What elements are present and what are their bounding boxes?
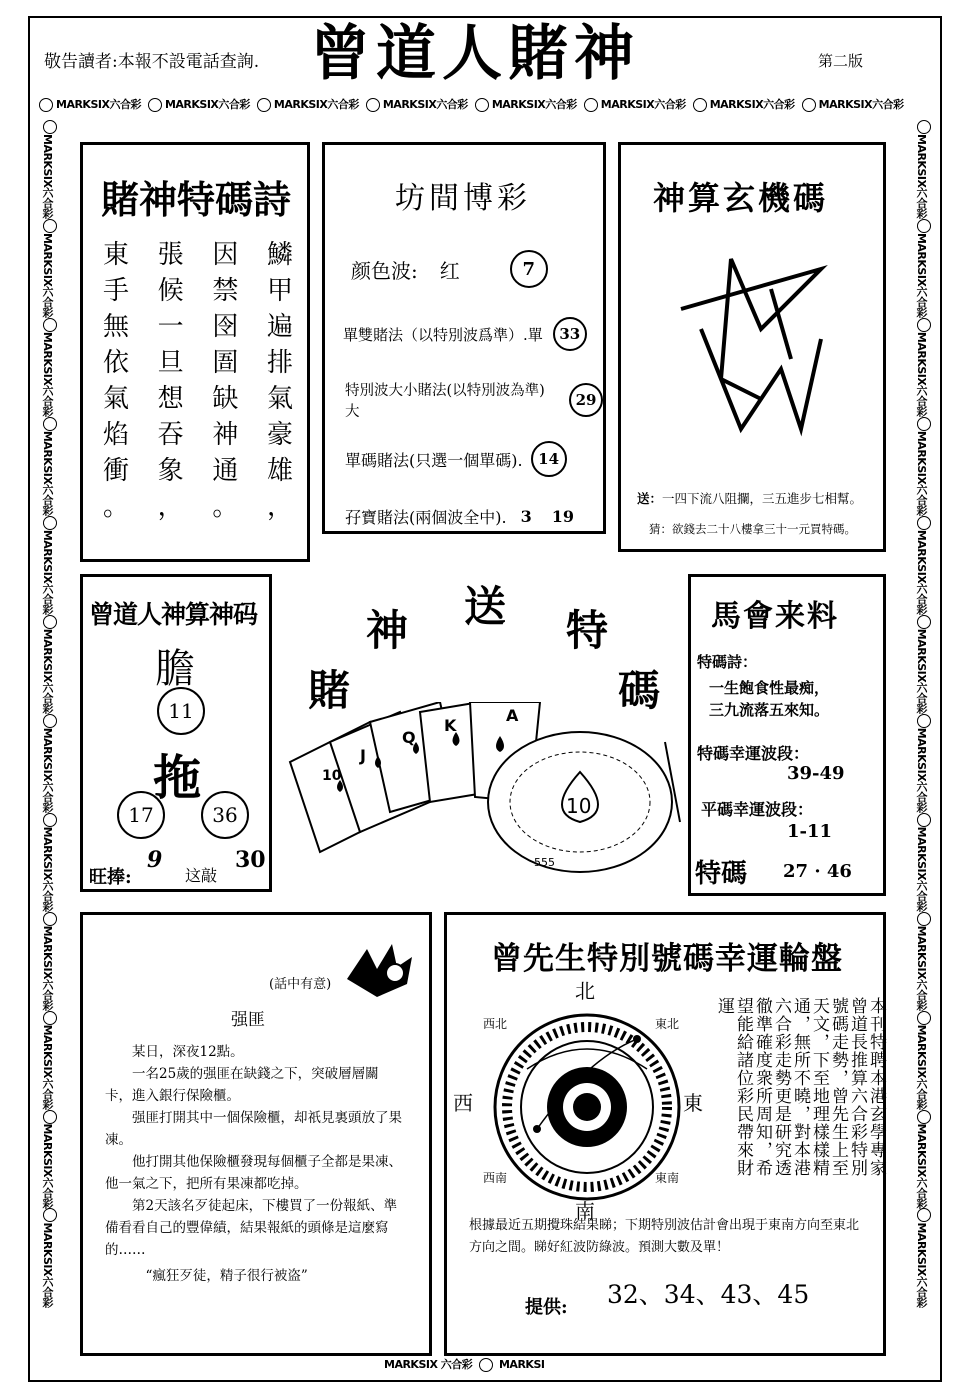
flower-icon [693, 98, 707, 112]
strip-unit-en: MARKSIX [600, 98, 655, 111]
strip-unit-en: MARKSIX [915, 529, 928, 584]
flower-icon [43, 813, 57, 827]
poem-char: 因 [212, 240, 239, 270]
fangjian-box [322, 142, 606, 534]
strip-unit-cn: 六合彩 [41, 1176, 54, 1209]
flower-icon [584, 98, 598, 112]
double-bet-number-b: 19 [551, 507, 574, 526]
poem-char: 禁 [212, 276, 239, 306]
single-code-number: 14 [531, 441, 567, 477]
poem-char: 甲 [266, 276, 293, 306]
fangjian-title: 坊間博彩 [395, 181, 531, 216]
strip-unit-cn: 六合彩 [41, 1275, 54, 1308]
story-box [80, 912, 432, 1356]
center-char-send: 送 [464, 582, 507, 631]
center-char-god: 神 [366, 606, 409, 655]
strip-unit-cn: 六合彩 [41, 286, 54, 318]
strip-unit-en: MARKSIX [41, 1123, 54, 1177]
chip-bottom-text: 555 [534, 856, 555, 869]
shensuan-send-label: 送： [637, 491, 663, 506]
strip-unit-en: MARKSIX [915, 925, 928, 980]
strip-unit-en: MARKSIX [41, 826, 54, 881]
poem-char: 氣 [266, 384, 293, 414]
poem-char: 神 [212, 420, 239, 450]
strip-unit-cn: 六合彩 [654, 98, 686, 111]
poem-char: 手 [103, 276, 130, 306]
story-body [105, 1041, 405, 1287]
dan-number: 11 [157, 687, 205, 735]
marksix-strip-right [910, 120, 934, 1360]
mahui-flat-value: 1-11 [787, 821, 833, 842]
poem-char: 想 [157, 384, 184, 414]
poem-char: 無 [103, 312, 130, 342]
shenma-title: 曾道人神算神码 [89, 600, 258, 629]
flower-icon [917, 417, 931, 431]
poem-char: 氣 [103, 384, 130, 414]
story-paragraph: 某日，深夜12點。 [132, 1044, 244, 1060]
strip-unit-cn: 六合彩 [915, 583, 928, 615]
flower-icon [43, 1208, 57, 1222]
color-wave-row [351, 250, 548, 288]
strip-unit-en: MARKSIX [382, 98, 437, 111]
tuo-number-2: 36 [201, 791, 249, 839]
tuo-label: 拖 [153, 750, 202, 806]
mahui-flat-label: 平碼幸運波段： [701, 800, 814, 819]
poem-char: 旦 [157, 348, 184, 378]
flower-icon [917, 516, 931, 530]
wheel-dir-east: 東 [683, 1091, 703, 1115]
wheel-description-column: 六合彩走勢更是研究透 [771, 997, 791, 1177]
strip-unit-cn: 六合彩 [915, 1275, 928, 1308]
marksix-strip-left [36, 120, 60, 1360]
card-label-10: 10 [322, 768, 342, 784]
edition-label: 第二版 [818, 52, 864, 70]
color-wave-number: 7 [510, 250, 548, 288]
poem-char: 囹 [212, 312, 239, 342]
strip-unit-cn: 六合彩 [915, 781, 928, 813]
dan-label: 膽 [155, 646, 195, 692]
poem-char: 一 [157, 312, 184, 342]
flower-icon [43, 1110, 57, 1124]
cartoon-icon [337, 939, 417, 1003]
flower-icon [917, 615, 931, 629]
wheel-description-column: 天文，下至地理樣樣精 [809, 997, 829, 1177]
shensuan-guess-label: 猜： [649, 522, 672, 536]
poem-char: 圄 [212, 348, 239, 378]
center-char-code: 碼 [618, 666, 661, 715]
odd-even-number: 33 [553, 317, 587, 351]
strip-unit-cn: 六合彩 [41, 1078, 54, 1110]
chip-value: 10 [566, 794, 592, 818]
story-paragraph: 第2天該名歹徒起床，下樓買了一份報紙、準備看看自己的豐偉績，結果報紙的頭條是這麼寫的…… [105, 1198, 398, 1258]
wang-number-a: 9 [147, 847, 163, 873]
wheel-description [709, 997, 885, 1219]
flower-icon [475, 98, 489, 112]
wheel-box [444, 912, 886, 1356]
wang-label: 旺捧: [89, 867, 132, 888]
bottom-strip-cn: 六合彩 [440, 1358, 473, 1371]
poem-char: 遍 [266, 312, 293, 342]
mystic-symbol [671, 249, 831, 449]
bottom-strip-en: MARKSIX [384, 1358, 438, 1371]
poem-column [267, 237, 293, 537]
strip-unit-cn: 六合彩 [915, 286, 928, 318]
wheel-dir-northeast: 東北 [655, 1017, 680, 1031]
poem-char: 。 [212, 492, 239, 522]
strip-unit-en: MARKSIX [273, 98, 328, 111]
strip-unit-cn: 六合彩 [915, 1078, 928, 1110]
strip-unit-cn: 六合彩 [872, 98, 904, 111]
flower-icon [257, 98, 271, 112]
color-wave-value: 红 [439, 258, 460, 283]
strip-unit-en: MARKSIX [915, 727, 928, 782]
strip-unit-cn: 六合彩 [915, 484, 928, 516]
strip-unit-en: MARKSIX [915, 1222, 928, 1276]
marksix-strip-top [36, 96, 926, 112]
strip-unit-en: MARKSIX [915, 628, 928, 683]
strip-unit-cn: 六合彩 [545, 98, 577, 111]
card-label-k: K [444, 716, 457, 735]
wang-number-b: 30 [235, 847, 266, 873]
tuo-number-1: 17 [117, 791, 165, 839]
card-label-a: A [506, 706, 519, 725]
strip-unit-en: MARKSIX [915, 430, 928, 485]
odd-even-row [343, 317, 587, 351]
flower-icon [479, 1358, 493, 1372]
wheel-description-column: 曾道長推算六合彩特別 [847, 997, 867, 1177]
poem-char: 焰 [103, 420, 130, 450]
double-bet-number-a: 3 [520, 507, 532, 526]
wheel-dir-northwest: 西北 [483, 1017, 508, 1031]
mahui-code-value: 27 · 46 [783, 861, 852, 882]
shensuan-send-row [637, 489, 862, 507]
flower-icon [917, 912, 931, 926]
strip-unit-en: MARKSIX [915, 232, 928, 287]
poem-char: 豪 [266, 420, 293, 450]
wheel-description-column: 通，無所不曉，對本港 [790, 997, 810, 1177]
big-small-label: 特別波大小賭法(以特別波為準) 大 [345, 383, 545, 420]
strip-unit-en: MARKSIX [41, 529, 54, 584]
poem-char: ， [157, 492, 184, 522]
poem-body [103, 237, 293, 537]
mahui-poem-line2: 三九流落五來知。 [709, 701, 830, 719]
wheel-description-column: 本刊特聘本港玄學專家 [866, 997, 886, 1177]
strip-unit-en: MARKSIX [56, 98, 110, 111]
wheel-description-column: 徹準確度衆所周知，希 [752, 997, 772, 1177]
color-wave-label: 颜色波: [351, 258, 418, 283]
wheel-dir-southwest: 西南 [483, 1171, 508, 1185]
strip-unit-cn: 六合彩 [41, 880, 54, 912]
wheel-dir-north: 北 [575, 979, 595, 1003]
shensuan-guess-text: 欲錢去二十八樓拿三十一元買特碼。 [672, 522, 856, 536]
wheel-description-column: 運 [714, 997, 734, 1015]
strip-unit-en: MARKSIX [41, 628, 54, 683]
header-notice: 敬告讀者:本報不設電話查詢. [44, 52, 260, 72]
strip-unit-cn: 六合彩 [109, 98, 141, 111]
bottom-strip-partial: MARKSI [498, 1358, 545, 1371]
flower-icon [917, 318, 931, 332]
strip-unit-cn: 六合彩 [327, 98, 359, 111]
big-small-number: 29 [569, 383, 603, 417]
poem-column [158, 237, 184, 537]
card-label-j: J [360, 746, 366, 765]
strip-unit-cn: 六合彩 [915, 187, 928, 219]
wheel-dir-southeast: 東南 [655, 1171, 680, 1185]
poem-column [103, 237, 129, 537]
poem-char: 候 [157, 276, 184, 306]
poem-char: 排 [266, 348, 293, 378]
mahui-poem-label: 特碼詩： [697, 653, 758, 671]
shensuan-guess-row [649, 521, 856, 537]
poem-char: 鱗 [266, 240, 293, 270]
strip-unit-cn: 六合彩 [915, 1176, 928, 1209]
wheel-dir-south: 南 [575, 1199, 595, 1223]
flower-icon [148, 98, 162, 112]
flower-icon [802, 98, 816, 112]
poem-box [80, 142, 310, 562]
poem-char: 依 [103, 348, 130, 378]
strip-unit-en: MARKSIX [41, 727, 54, 782]
mahui-luck-label: 特碼幸運波段： [697, 744, 810, 763]
strip-unit-en: MARKSIX [709, 98, 764, 111]
center-char-gamble: 賭 [308, 666, 351, 715]
card-label-q: Q [402, 728, 416, 747]
strip-unit-en: MARKSIX [41, 925, 54, 980]
strip-unit-cn: 六合彩 [915, 682, 928, 714]
double-bet-label: 孖寶賭法(兩個波全中). [345, 508, 507, 527]
poem-char: 。 [103, 492, 130, 522]
strip-unit-cn: 六合彩 [41, 385, 54, 417]
mahui-box [688, 574, 886, 896]
flower-icon [917, 1011, 931, 1025]
poem-title: 賭神特碼詩 [101, 177, 292, 222]
mahui-code-label: 特碼 [695, 859, 748, 889]
strip-unit-cn: 六合彩 [41, 682, 54, 714]
strip-unit-en: MARKSIX [41, 331, 54, 386]
strip-unit-en: MARKSIX [915, 826, 928, 881]
poem-char: 東 [103, 240, 130, 270]
strip-unit-en: MARKSIX [818, 98, 873, 111]
provide-label: 提供: [525, 1297, 568, 1318]
flower-icon [917, 1208, 931, 1222]
strip-unit-cn: 六合彩 [763, 98, 795, 111]
mahui-poem-line1: 一生飽食性最痴， [709, 679, 830, 697]
strip-unit-cn: 六合彩 [436, 98, 468, 111]
flower-icon [43, 1011, 57, 1025]
poem-char: ， [266, 492, 293, 522]
provide-numbers: 32、34、43、45 [607, 1280, 810, 1309]
double-bet-row [345, 505, 574, 528]
wang-middle-text: 这敲 [185, 866, 218, 885]
marksix-strip-bottom [384, 1356, 544, 1372]
strip-unit-cn: 六合彩 [41, 583, 54, 615]
flower-icon [43, 219, 57, 233]
wheel-description-column: 望能給諸位彩民帶來財 [733, 997, 753, 1177]
flower-icon [917, 714, 931, 728]
wheel-title: 曾先生特別號碼幸運輪盤 [491, 941, 843, 977]
big-small-row [345, 379, 603, 421]
flower-icon [43, 417, 57, 431]
strip-unit-en: MARKSIX [491, 98, 546, 111]
page-title: 曾道人賭神 [310, 19, 640, 89]
strip-unit-cn: 六合彩 [41, 781, 54, 813]
strip-unit-en: MARKSIX [915, 134, 928, 188]
mahui-title: 馬會来料 [711, 599, 839, 634]
single-code-label: 單碼賭法(只選一個單碼). [345, 450, 523, 470]
strip-unit-cn: 六合彩 [915, 385, 928, 417]
poem-char: 衝 [103, 456, 130, 486]
cards-illustration [280, 702, 684, 898]
strip-unit-en: MARKSIX [915, 331, 928, 386]
poem-char: 張 [157, 240, 184, 270]
flower-icon [43, 912, 57, 926]
flower-icon [43, 714, 57, 728]
story-tag: (話中有意) [269, 977, 332, 992]
strip-unit-en: MARKSIX [41, 430, 54, 485]
strip-unit-en: MARKSIX [915, 1123, 928, 1177]
flower-icon [917, 120, 931, 134]
flower-icon [39, 98, 53, 112]
flower-icon [43, 318, 57, 332]
strip-unit-en: MARKSIX [41, 232, 54, 287]
story-paragraph: 一名25歲的强匪在缺錢之下，突破層層關卡，進入銀行保險櫃。 [105, 1066, 379, 1104]
shensuan-box [618, 142, 886, 552]
strip-unit-cn: 六合彩 [915, 880, 928, 912]
story-paragraph: “瘋狂歹徒，精子很行被盗” [145, 1268, 308, 1284]
center-graphic [280, 572, 684, 898]
flower-icon [366, 98, 380, 112]
shensuan-title: 神算玄機碼 [653, 179, 829, 217]
odd-even-label: 單雙賭法（以特別波爲準）.單 [343, 325, 543, 344]
single-code-row [345, 441, 567, 477]
strip-unit-en: MARKSIX [915, 1024, 928, 1079]
flower-icon [43, 615, 57, 629]
poem-char: 雄 [266, 456, 293, 486]
strip-unit-en: MARKSIX [41, 1222, 54, 1276]
flower-icon [43, 120, 57, 134]
story-paragraph: 他打開其他保險櫃發現每個櫃子全都是果凍、他一氣之下，把所有果凍都吃掉。 [105, 1154, 402, 1192]
poem-char: 吞 [157, 420, 184, 450]
strip-unit-en: MARKSIX [41, 1024, 54, 1079]
poem-char: 象 [157, 456, 184, 486]
flower-icon [917, 813, 931, 827]
strip-unit-en: MARKSIX [164, 98, 219, 111]
flower-icon [917, 219, 931, 233]
strip-unit-en: MARKSIX [41, 134, 54, 188]
story-paragraph: 强匪打開其中一個保險櫃，却祇見裏頭放了果凍。 [105, 1110, 402, 1148]
wheel-description-column: 號碼走勢，曾先生上至 [828, 997, 848, 1177]
flower-icon [43, 516, 57, 530]
poem-column [212, 237, 238, 537]
story-title: 强匪 [231, 1010, 265, 1030]
wheel-dir-west: 西 [453, 1091, 473, 1115]
shensuan-send-text: 一四下流八阻攔，三五進步七相幫。 [662, 491, 863, 506]
poem-char: 通 [212, 456, 239, 486]
center-char-special: 特 [566, 606, 609, 655]
strip-unit-cn: 六合彩 [218, 98, 250, 111]
flower-icon [917, 1110, 931, 1124]
poem-char: 缺 [212, 384, 239, 414]
strip-unit-cn: 六合彩 [41, 187, 54, 219]
strip-unit-cn: 六合彩 [915, 979, 928, 1011]
mahui-luck-value: 39-49 [787, 763, 845, 784]
strip-unit-cn: 六合彩 [41, 484, 54, 516]
wheel-note: 根據最近五期攪珠結果睇；下期特別波估計會出現于東南方向至東北方向之間。睇好紅波防綠波。預測大數及單！ [469, 1218, 860, 1255]
strip-unit-cn: 六合彩 [41, 979, 54, 1011]
shenma-box [80, 574, 272, 892]
